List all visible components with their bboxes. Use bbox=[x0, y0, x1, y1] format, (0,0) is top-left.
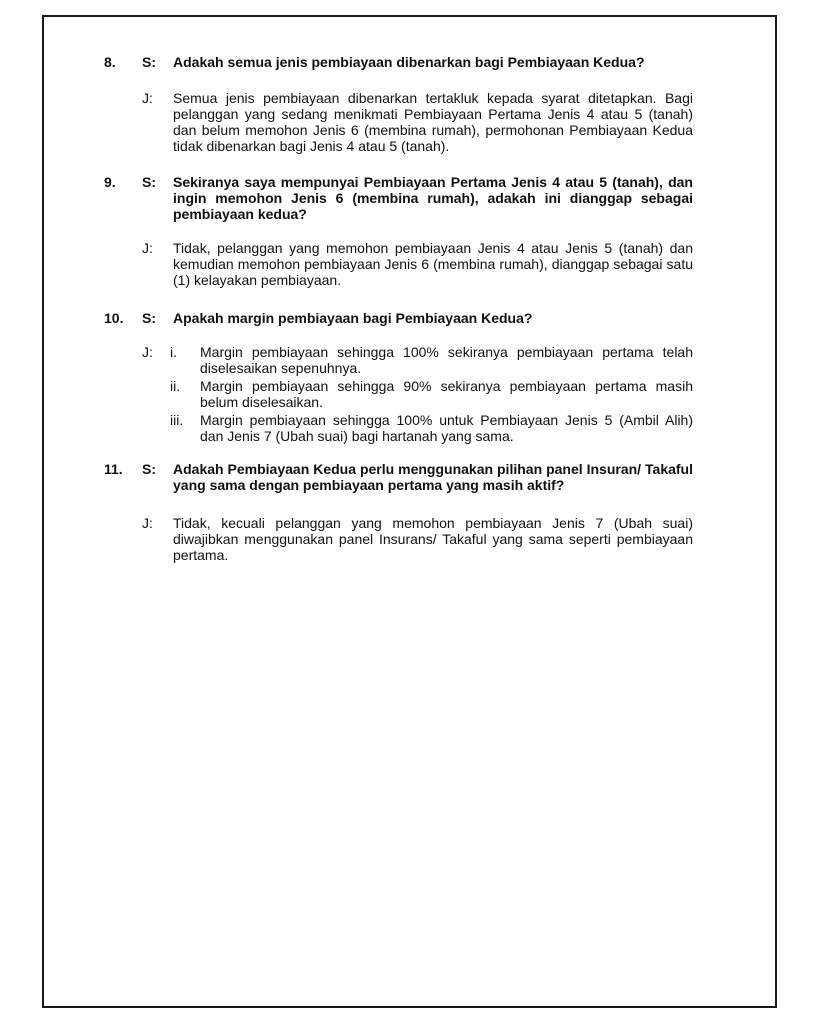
list-marker: iii. bbox=[170, 412, 184, 428]
list-item-text: Margin pembiayaan sehingga 100% sekiranya pembiayaan pertama telah diselesaikan sepenuhnya. bbox=[200, 344, 693, 376]
question-number: 9. bbox=[104, 174, 116, 190]
answer-label: J: bbox=[142, 90, 153, 106]
question-label: S: bbox=[142, 174, 156, 190]
answer-text: Tidak, kecuali pelanggan yang memohon pembiayaan Jenis 7 (Ubah suai) diwajibkan menggunakan panel Insurans/ Takaful yang sama seperti pembiayaan pertama. bbox=[173, 515, 693, 563]
question-number: 10. bbox=[104, 310, 124, 326]
list-item bbox=[168, 412, 693, 444]
answer-label: J: bbox=[142, 240, 153, 256]
answer-text: Tidak, pelanggan yang memohon pembiayaan Jenis 4 atau Jenis 5 (tanah) dan kemudian memohon pembiayaan Jenis 6 (membina rumah), dianggap sebagai satu (1) kelayakan pembiayaan. bbox=[173, 240, 693, 288]
question-number: 11. bbox=[104, 461, 123, 477]
answer-list bbox=[168, 344, 693, 446]
list-item bbox=[168, 378, 693, 410]
question-number: 8. bbox=[104, 54, 116, 70]
answer-label: J: bbox=[142, 515, 153, 531]
page-border bbox=[42, 15, 777, 1008]
question-label: S: bbox=[142, 461, 156, 477]
list-marker: ii. bbox=[170, 378, 181, 394]
question-label: S: bbox=[142, 54, 156, 70]
question-text: Sekiranya saya mempunyai Pembiayaan Pertama Jenis 4 atau 5 (tanah), dan ingin memohon Jenis 6 (membina rumah), adakah ini dianggap sebagai pembiayaan kedua? bbox=[173, 174, 693, 222]
question-text: Apakah margin pembiayaan bagi Pembiayaan Kedua? bbox=[173, 310, 533, 326]
list-marker: i. bbox=[170, 344, 177, 360]
answer-text: Semua jenis pembiayaan dibenarkan tertakluk kepada syarat ditetapkan. Bagi pelanggan yang sedang menikmati Pembiayaan Pertama Jenis 4 atau 5 (tanah) dan belum memohon Jenis 6 (membina rumah), permohonan Pembiayaan Kedua tidak dibenarkan bagi Jenis 4 atau 5 (tanah). bbox=[173, 90, 693, 154]
list-item bbox=[168, 344, 693, 376]
answer-label: J: bbox=[142, 344, 153, 360]
question-text: Adakah Pembiayaan Kedua perlu menggunakan pilihan panel Insuran/ Takaful yang sama dengan pembiayaan pertama yang masih aktif? bbox=[173, 461, 693, 493]
list-item-text: Margin pembiayaan sehingga 100% untuk Pembiayaan Jenis 5 (Ambil Alih) dan Jenis 7 (Ubah suai) bagi hartanah yang sama. bbox=[200, 412, 693, 444]
list-item-text: Margin pembiayaan sehingga 90% sekiranya pembiayaan pertama masih belum diselesaikan. bbox=[200, 378, 693, 410]
question-text: Adakah semua jenis pembiayaan dibenarkan bagi Pembiayaan Kedua? bbox=[173, 54, 645, 70]
question-label: S: bbox=[142, 310, 156, 326]
